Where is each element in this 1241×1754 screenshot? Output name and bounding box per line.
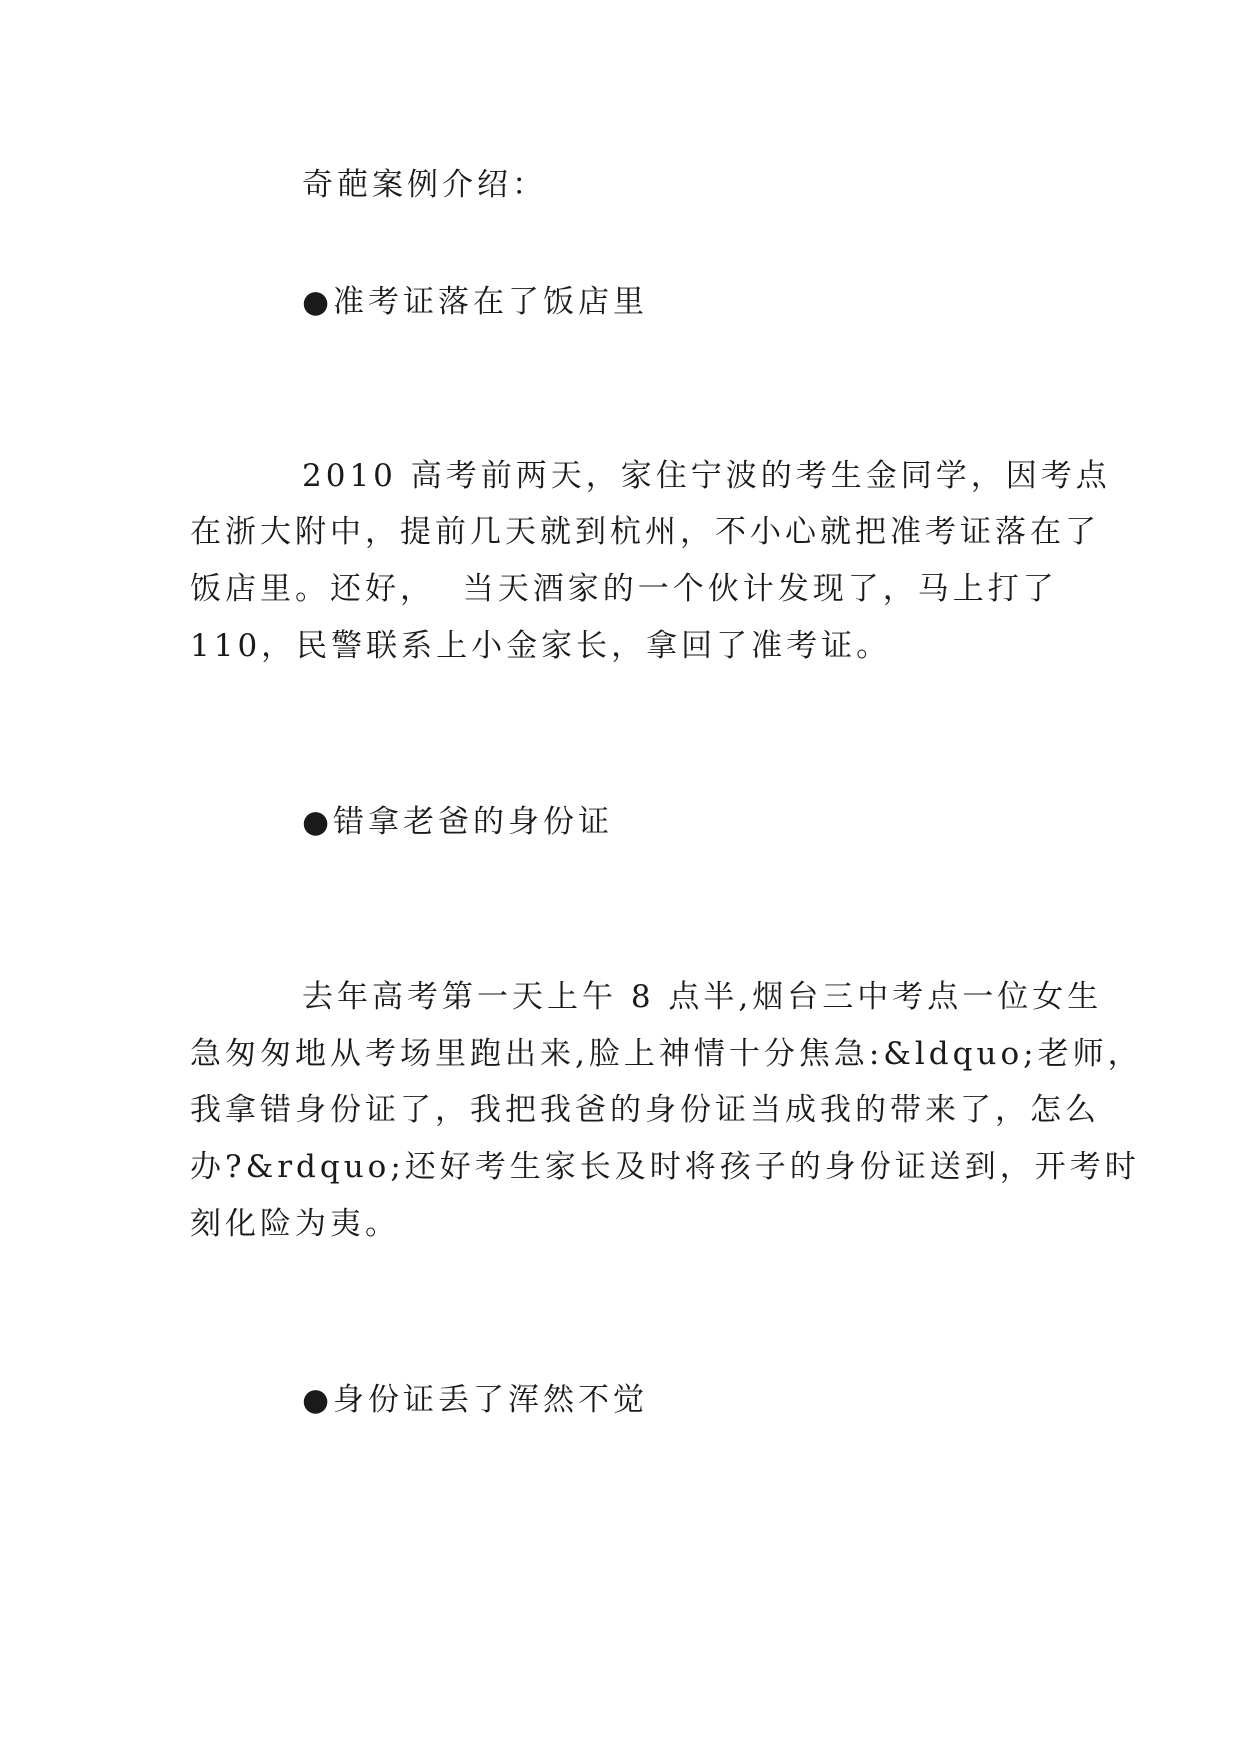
paragraph-line: 急匆匆地从考场里跑出来,脸上神情十分焦急:&ldquo;老师，: [190, 1036, 1143, 1072]
paragraph-line: 2010 高考前两天，家住宁波的考生金同学，因考点: [302, 458, 1111, 494]
paragraph-line: 去年高考第一天上午 8 点半,烟台三中考点一位女生: [302, 979, 1103, 1015]
paragraph-line: 110，民警联系上小金家长，拿回了准考证。: [190, 628, 892, 664]
intro-heading: 奇葩案例介绍：: [302, 167, 547, 203]
paragraph-line: 在浙大附中，提前几天就到杭州，不小心就把准考证落在了: [190, 514, 1100, 550]
section-title-admission-ticket: ●准考证落在了饭店里: [302, 284, 649, 320]
section-title-lost-id-card: ●身份证丢了浑然不觉: [302, 1382, 649, 1418]
paragraph-line: 刻化险为夷。: [190, 1206, 400, 1242]
paragraph-line: 我拿错身份证了，我把我爸的身份证当成我的带来了，怎么: [190, 1092, 1100, 1128]
section-title-wrong-id-card: ●错拿老爸的身份证: [302, 804, 614, 840]
paragraph-line: 办?&rdquo;还好考生家长及时将孩子的身份证送到，开考时: [190, 1149, 1140, 1185]
paragraph-line: 饭店里。还好， 当天酒家的一个伙计发现了，马上打了: [190, 571, 1058, 607]
